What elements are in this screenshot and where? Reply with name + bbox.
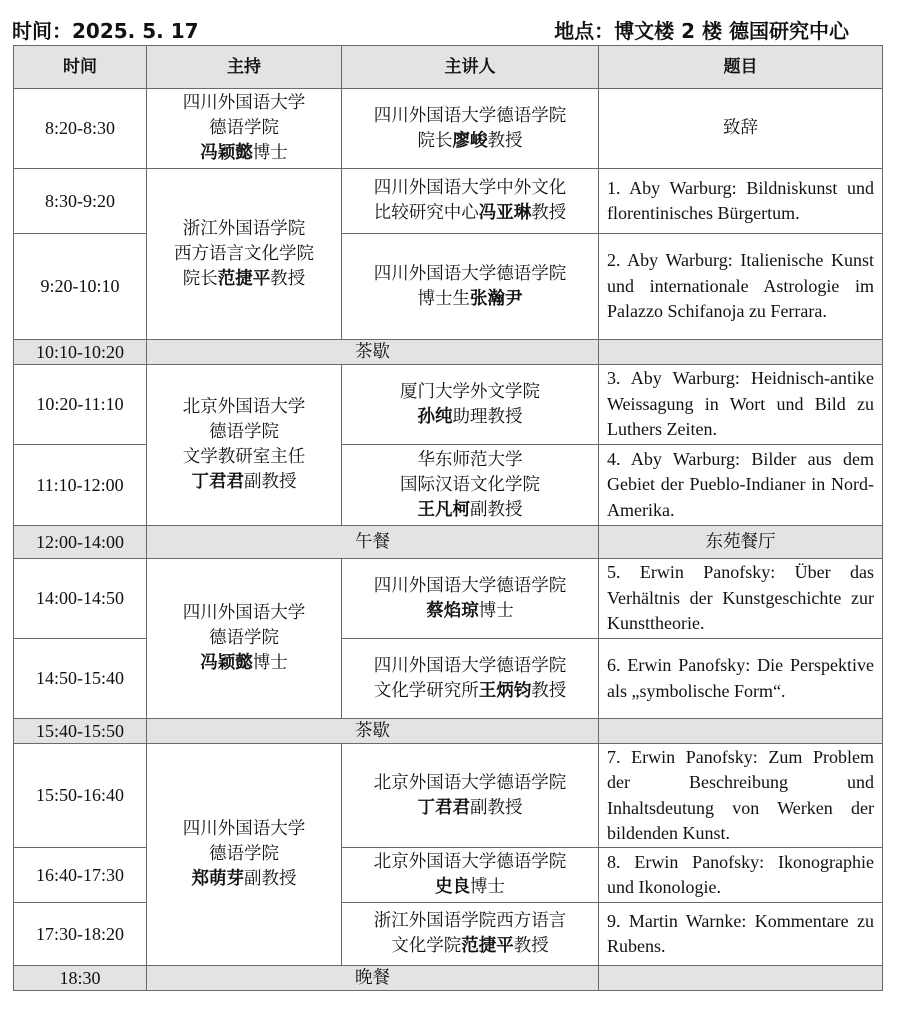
time-cell: 8:20-8:30 bbox=[14, 89, 147, 169]
time-cell: 14:00-14:50 bbox=[14, 559, 147, 639]
event-date: 时间：2025. 5. 17 bbox=[12, 18, 199, 43]
topic-cell: 9. Martin Warnke: Kommentare zu Rubens. bbox=[599, 903, 883, 966]
host-cell: 浙江外国语学院 西方语言文化学院 院长范捷平教授 bbox=[147, 169, 342, 340]
column-header-speaker: 主讲人 bbox=[342, 46, 599, 89]
break-row bbox=[14, 526, 883, 559]
topic-cell: 8. Erwin Panofsky: Ikonographie und Ikonologie. bbox=[599, 848, 883, 903]
host-cell: 四川外国语大学 德语学院 郑萌芽副教授 bbox=[147, 744, 342, 966]
time-cell: 15:40-15:50 bbox=[14, 719, 147, 744]
table-row bbox=[14, 559, 883, 639]
speaker-cell: 四川外国语大学德语学院 博士生张瀚尹 bbox=[342, 234, 599, 340]
table-row bbox=[14, 744, 883, 848]
schedule-table bbox=[13, 45, 883, 991]
topic-cell: 7. Erwin Panofsky: Zum Problem der Beschreibung und Inhaltsdeutung von Werken der bildenden Kunst. bbox=[599, 744, 883, 848]
speaker-cell: 四川外国语大学德语学院 文化学研究所王炳钧教授 bbox=[342, 639, 599, 719]
speaker-cell: 四川外国语大学德语学院 蔡焰琼博士 bbox=[342, 559, 599, 639]
table-row bbox=[14, 365, 883, 445]
table-row bbox=[14, 445, 883, 526]
host-cell: 四川外国语大学 德语学院 冯颖懿博士 bbox=[147, 559, 342, 719]
speaker-cell: 北京外国语大学德语学院 丁君君副教授 bbox=[342, 744, 599, 848]
time-cell: 17:30-18:20 bbox=[14, 903, 147, 966]
break-label: 午餐 bbox=[147, 526, 599, 559]
speaker-cell: 北京外国语大学德语学院 史良博士 bbox=[342, 848, 599, 903]
break-row bbox=[14, 719, 883, 744]
speaker-cell: 华东师范大学 国际汉语文化学院 王凡柯副教授 bbox=[342, 445, 599, 526]
time-cell: 10:20-11:10 bbox=[14, 365, 147, 445]
time-cell: 16:40-17:30 bbox=[14, 848, 147, 903]
table-row bbox=[14, 903, 883, 966]
host-cell: 四川外国语大学 德语学院 冯颖懿博士 bbox=[147, 89, 342, 169]
time-cell: 8:30-9:20 bbox=[14, 169, 147, 234]
break-place bbox=[599, 719, 883, 744]
topic-cell: 致辞 bbox=[599, 89, 883, 169]
page-header bbox=[12, 14, 883, 44]
table-row bbox=[14, 639, 883, 719]
topic-cell: 6. Erwin Panofsky: Die Perspektive als „symbolische Form“. bbox=[599, 639, 883, 719]
speaker-cell: 四川外国语大学中外文化 比较研究中心冯亚琳教授 bbox=[342, 169, 599, 234]
column-header-topic: 题目 bbox=[599, 46, 883, 89]
break-label: 晚餐 bbox=[147, 966, 599, 991]
speaker-cell: 厦门大学外文学院 孙纯助理教授 bbox=[342, 365, 599, 445]
break-row bbox=[14, 340, 883, 365]
topic-cell: 4. Aby Warburg: Bilder aus dem Gebiet der Pueblo-Indianer in Nord-Amerika. bbox=[599, 445, 883, 526]
column-header-time: 时间 bbox=[14, 46, 147, 89]
table-row bbox=[14, 848, 883, 903]
topic-cell: 3. Aby Warburg: Heidnisch-antike Weissagung in Wort und Bild zu Luthers Zeiten. bbox=[599, 365, 883, 445]
break-place bbox=[599, 340, 883, 365]
table-header-row bbox=[14, 46, 883, 89]
speaker-cell: 浙江外国语学院西方语言 文化学院范捷平教授 bbox=[342, 903, 599, 966]
time-cell: 18:30 bbox=[14, 966, 147, 991]
time-cell: 14:50-15:40 bbox=[14, 639, 147, 719]
time-cell: 11:10-12:00 bbox=[14, 445, 147, 526]
break-place bbox=[599, 966, 883, 991]
time-cell: 10:10-10:20 bbox=[14, 340, 147, 365]
break-label: 茶歇 bbox=[147, 719, 599, 744]
topic-cell: 2. Aby Warburg: Italienische Kunst und internationale Astrologie im Palazzo Schifanoja zu Ferrara. bbox=[599, 234, 883, 340]
break-row bbox=[14, 966, 883, 991]
host-cell: 北京外国语大学 德语学院 文学教研室主任 丁君君副教授 bbox=[147, 365, 342, 526]
column-header-host: 主持 bbox=[147, 46, 342, 89]
topic-cell: 5. Erwin Panofsky: Über das Verhältnis der Kunstgeschichte zur Kunsttheorie. bbox=[599, 559, 883, 639]
table-row bbox=[14, 89, 883, 169]
table-row bbox=[14, 169, 883, 234]
speaker-cell: 四川外国语大学德语学院 院长廖峻教授 bbox=[342, 89, 599, 169]
time-cell: 9:20-10:10 bbox=[14, 234, 147, 340]
topic-cell: 1. Aby Warburg: Bildniskunst und florentinisches Bürgertum. bbox=[599, 169, 883, 234]
event-location: 地点：博文楼 2 楼 德国研究中心 bbox=[554, 18, 849, 43]
break-place: 东苑餐厅 bbox=[599, 526, 883, 559]
table-row bbox=[14, 234, 883, 340]
time-cell: 15:50-16:40 bbox=[14, 744, 147, 848]
break-label: 茶歇 bbox=[147, 340, 599, 365]
time-cell: 12:00-14:00 bbox=[14, 526, 147, 559]
